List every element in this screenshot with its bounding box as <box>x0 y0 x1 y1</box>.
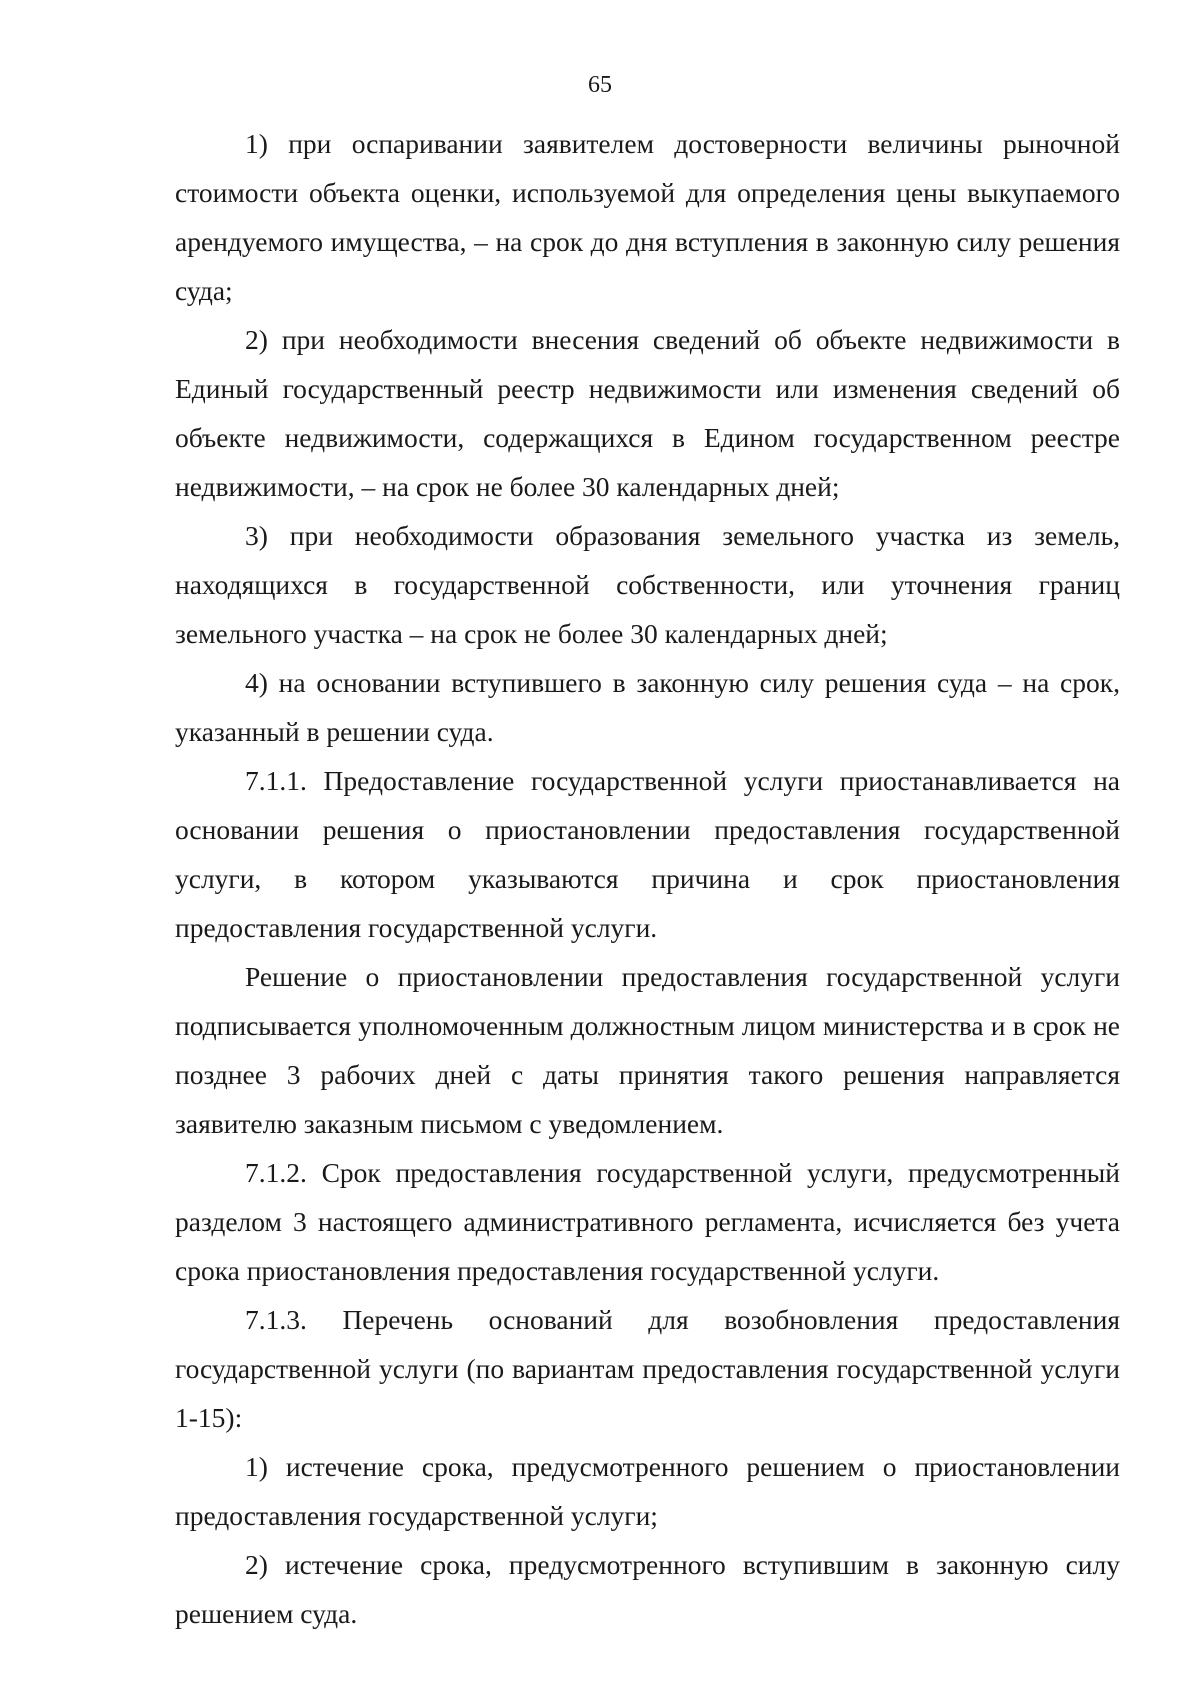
paragraph-7-1-3: 7.1.3. Перечень оснований для возобновления предоставления государственной услуги (по вариантам предоставления государственной услуги 1-15): <box>175 1304 1120 1433</box>
paragraph-decision: Решение о приостановлении предоставления государственной услуги подписывается уполномоченным должностным лицом министерства и в срок не позднее 3 рабочих дней с даты принятия такого решения направляется заявителю заказным письмом с уведомлением. <box>175 961 1120 1139</box>
paragraph-7-1-1: 7.1.1. Предоставление государственной услуги приостанавливается на основании решения о приостановлении предоставления государственной услуги, в котором указываются причина и срок приостановления предоставления государственной услуги. <box>175 765 1120 943</box>
paragraph-resume-item-2: 2) истечение срока, предусмотренного вступившим в законную силу решением суда. <box>175 1549 1120 1629</box>
paragraph-item-1: 1) при оспаривании заявителем достоверности величины рыночной стоимости объекта оценки, используемой для определения цены выкупаемого арендуемого имущества, – на срок до дня вступления в законную силу решения суда; <box>175 128 1120 306</box>
paragraph-7-1-2: 7.1.2. Срок предоставления государственной услуги, предусмотренный разделом 3 настоящего административного регламента, исчисляется без учета срока приостановления предоставления государственной услуги. <box>175 1157 1120 1286</box>
paragraph-item-3: 3) при необходимости образования земельного участка из земель, находящихся в государственной собственности, или уточнения границ земельного участка – на срок не более 30 календарных дней; <box>175 520 1120 649</box>
page-number: 65 <box>588 72 612 98</box>
paragraph-resume-item-1: 1) истечение срока, предусмотренного решением о приостановлении предоставления государственной услуги; <box>175 1451 1120 1531</box>
paragraph-item-4: 4) на основании вступившего в законную силу решения суда – на срок, указанный в решении суда. <box>175 667 1120 747</box>
paragraph-item-2: 2) при необходимости внесения сведений об объекте недвижимости в Единый государственный реестр недвижимости или изменения сведений об объекте недвижимости, содержащихся в Едином государственном реестре недвижимости, – на срок не более 30 календарных дней; <box>175 324 1120 502</box>
document-body <box>175 119 1120 1638</box>
